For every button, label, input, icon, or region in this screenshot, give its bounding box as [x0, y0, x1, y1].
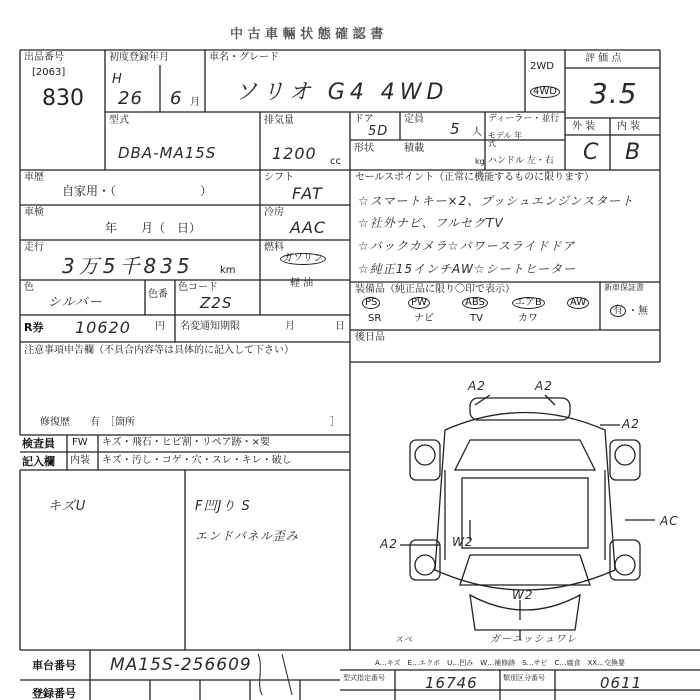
chassis-label: 車台番号 — [32, 659, 76, 672]
repair-history: 修復歴 有 ［箇所 — [40, 417, 135, 428]
shift-label: シフト — [264, 172, 294, 183]
color-code-label: 色コード — [178, 282, 218, 293]
model-value: DBA-MA15S — [118, 144, 217, 162]
category-label: 類別区分番号 — [503, 674, 545, 682]
fuel-gasoline: ガソリン — [280, 253, 326, 265]
sales-point-line: ☆純正15インチAW☆シートヒーター — [358, 262, 577, 276]
sales-point-line: ☆スマートキー×2、プッシュエンジンスタート — [358, 194, 635, 208]
memo-left: キズU — [48, 499, 87, 514]
lot-sub: [2063] — [32, 67, 66, 78]
memo-right-line: エンドパネル歪み — [195, 529, 299, 543]
fw-items: キズ・飛石・ヒビ割・リペア跡・×要 — [102, 437, 270, 448]
capacity-label: 定員 — [404, 114, 424, 125]
lot-label: 出品番号 — [24, 52, 64, 63]
fuel-diesel: 軽 油 — [290, 278, 314, 289]
equip-ps: PS — [362, 297, 380, 309]
registration-label: 登録番号 — [32, 687, 76, 700]
memo-right-line: F凹Jり S — [195, 499, 251, 514]
color-no-label: 色番 — [148, 289, 168, 300]
notice-month: 月 — [285, 321, 295, 332]
sales-point-line: ☆社外ナビ、フルセグTV — [358, 216, 504, 230]
new-warranty-label: 新車保証書 — [604, 283, 644, 292]
equip-leather: カワ — [518, 313, 538, 324]
equip-abs: ABS — [462, 297, 488, 309]
recycle-label: R券 — [24, 321, 44, 334]
equip-aw: AW — [567, 297, 589, 309]
car-name-label: 車名・グレード — [209, 52, 279, 63]
dealer-label: ディーラー・並行 — [488, 114, 560, 124]
drive-4wd: 4WD — [530, 86, 560, 98]
history-label: 車歴 — [24, 172, 44, 183]
exterior-label: 外 装 — [572, 121, 596, 132]
notice-day: 日 — [335, 321, 345, 332]
damage-mark: スペ — [395, 635, 413, 644]
model-label: 型式 — [109, 115, 129, 126]
notice-label: 名変通知期限 — [180, 321, 240, 332]
grade-label: 評 価 点 — [585, 53, 622, 64]
capacity-value: 5 — [450, 120, 461, 138]
inspection-value: 年 月（ 日） — [105, 221, 202, 235]
displacement-label: 排気量 — [264, 115, 294, 126]
model-year-label: モデル 年式 — [488, 131, 523, 148]
recycle-unit: 円 — [155, 321, 165, 332]
damage-mark: AC — [660, 514, 679, 528]
first-reg-month-unit: 月 — [190, 97, 200, 108]
color-value: シルバー — [48, 295, 103, 310]
mileage-label: 走行 — [24, 242, 44, 253]
chassis-value: MA15S-256609 — [110, 655, 252, 675]
lot-number: 830 — [42, 86, 84, 111]
shape-label: 形状 — [354, 143, 374, 154]
notes-label: 注意事項申告欄（不具合内容等は具体的に記入して下さい） — [24, 345, 294, 356]
first-reg-era: H — [112, 72, 123, 87]
damage-mark: A2 — [380, 537, 398, 551]
repair-history-close: ］ — [330, 417, 340, 428]
load-label: 積載 — [404, 143, 424, 154]
damage-mark: A2 — [468, 379, 486, 393]
sales-point-line: ☆バックカメラ☆パワースライドドア — [358, 239, 576, 253]
doors-value: 5D — [368, 124, 389, 139]
ac-label: 冷房 — [264, 207, 284, 218]
model-number-value: 16746 — [425, 674, 478, 692]
equip-airbag: エアB — [512, 297, 545, 309]
damage-mark: W2 — [452, 535, 474, 549]
damage-mark: A2 — [622, 417, 640, 431]
mileage-value: 3万5千835 — [62, 254, 194, 278]
damage-mark: W2 — [512, 588, 534, 602]
car-diagram — [400, 395, 655, 640]
new-warranty-dot: ・ — [628, 306, 638, 317]
category-value: 0611 — [600, 674, 643, 692]
fw-label: FW — [72, 437, 88, 448]
first-reg-label: 初度登録年月 — [109, 52, 169, 63]
ac-value: AAC — [290, 218, 327, 237]
equip-tv: TV — [470, 313, 483, 324]
model-number-label: 型式指定番号 — [343, 674, 385, 682]
car-name-value: ソリオ G4 4WD — [235, 80, 449, 105]
exterior-grade: C — [583, 140, 600, 165]
inspector-label: 検査員 — [22, 437, 55, 450]
interior-items-label: 内装 — [70, 455, 90, 466]
equip-sr: SR — [368, 313, 382, 324]
recycle-value: 10620 — [75, 318, 131, 337]
new-warranty-yes: 有 — [610, 305, 626, 317]
color-code: Z2S — [200, 294, 233, 312]
doors-label: ドア — [354, 114, 374, 125]
color-label: 色 — [24, 282, 34, 293]
later-items-label: 後日品 — [355, 332, 385, 343]
interior-items: キズ・汚し・コゲ・穴・スレ・キレ・破し — [102, 455, 292, 466]
sheet-title: 中 古 車 輛 状 態 確 認 書 — [230, 27, 384, 42]
equip-pw: PW — [408, 297, 430, 309]
grade-value: 3.5 — [590, 77, 638, 110]
shift-value: FAT — [292, 184, 323, 203]
displacement-value: 1200 — [272, 144, 317, 163]
interior-label: 内 装 — [617, 121, 641, 132]
displacement-unit: cc — [330, 156, 341, 167]
fuel-label: 燃料 — [264, 242, 284, 253]
damage-mark: ガーニッシュワレ — [490, 634, 578, 645]
sales-point-label: セールスポイント（正常に機能するものに限ります） — [355, 172, 595, 183]
damage-legend: A…キズ E…エクボ U…凹み W…補修跡 S…サビ C…腐食 XX…交換要 — [375, 659, 626, 667]
equip-navi: ナビ — [414, 313, 434, 324]
interior-grade: B — [625, 140, 642, 165]
drive-2wd: 2WD — [530, 61, 554, 72]
equipment-label: 装備品（純正品に限り〇印で表示） — [355, 284, 515, 295]
load-unit: kg — [475, 157, 485, 166]
first-reg-month: 6 — [170, 88, 183, 109]
handle-label: ハンドル 左・右 — [488, 156, 554, 166]
inspection-label: 車検 — [24, 207, 44, 218]
mileage-unit: km — [220, 265, 236, 276]
entry-label: 記入欄 — [22, 455, 55, 468]
capacity-unit: 人 — [472, 127, 482, 138]
history-value: 自家用・（ ） — [62, 184, 213, 198]
new-warranty-no: 無 — [638, 306, 648, 317]
damage-mark: A2 — [535, 379, 553, 393]
first-reg-year: 26 — [118, 88, 143, 109]
